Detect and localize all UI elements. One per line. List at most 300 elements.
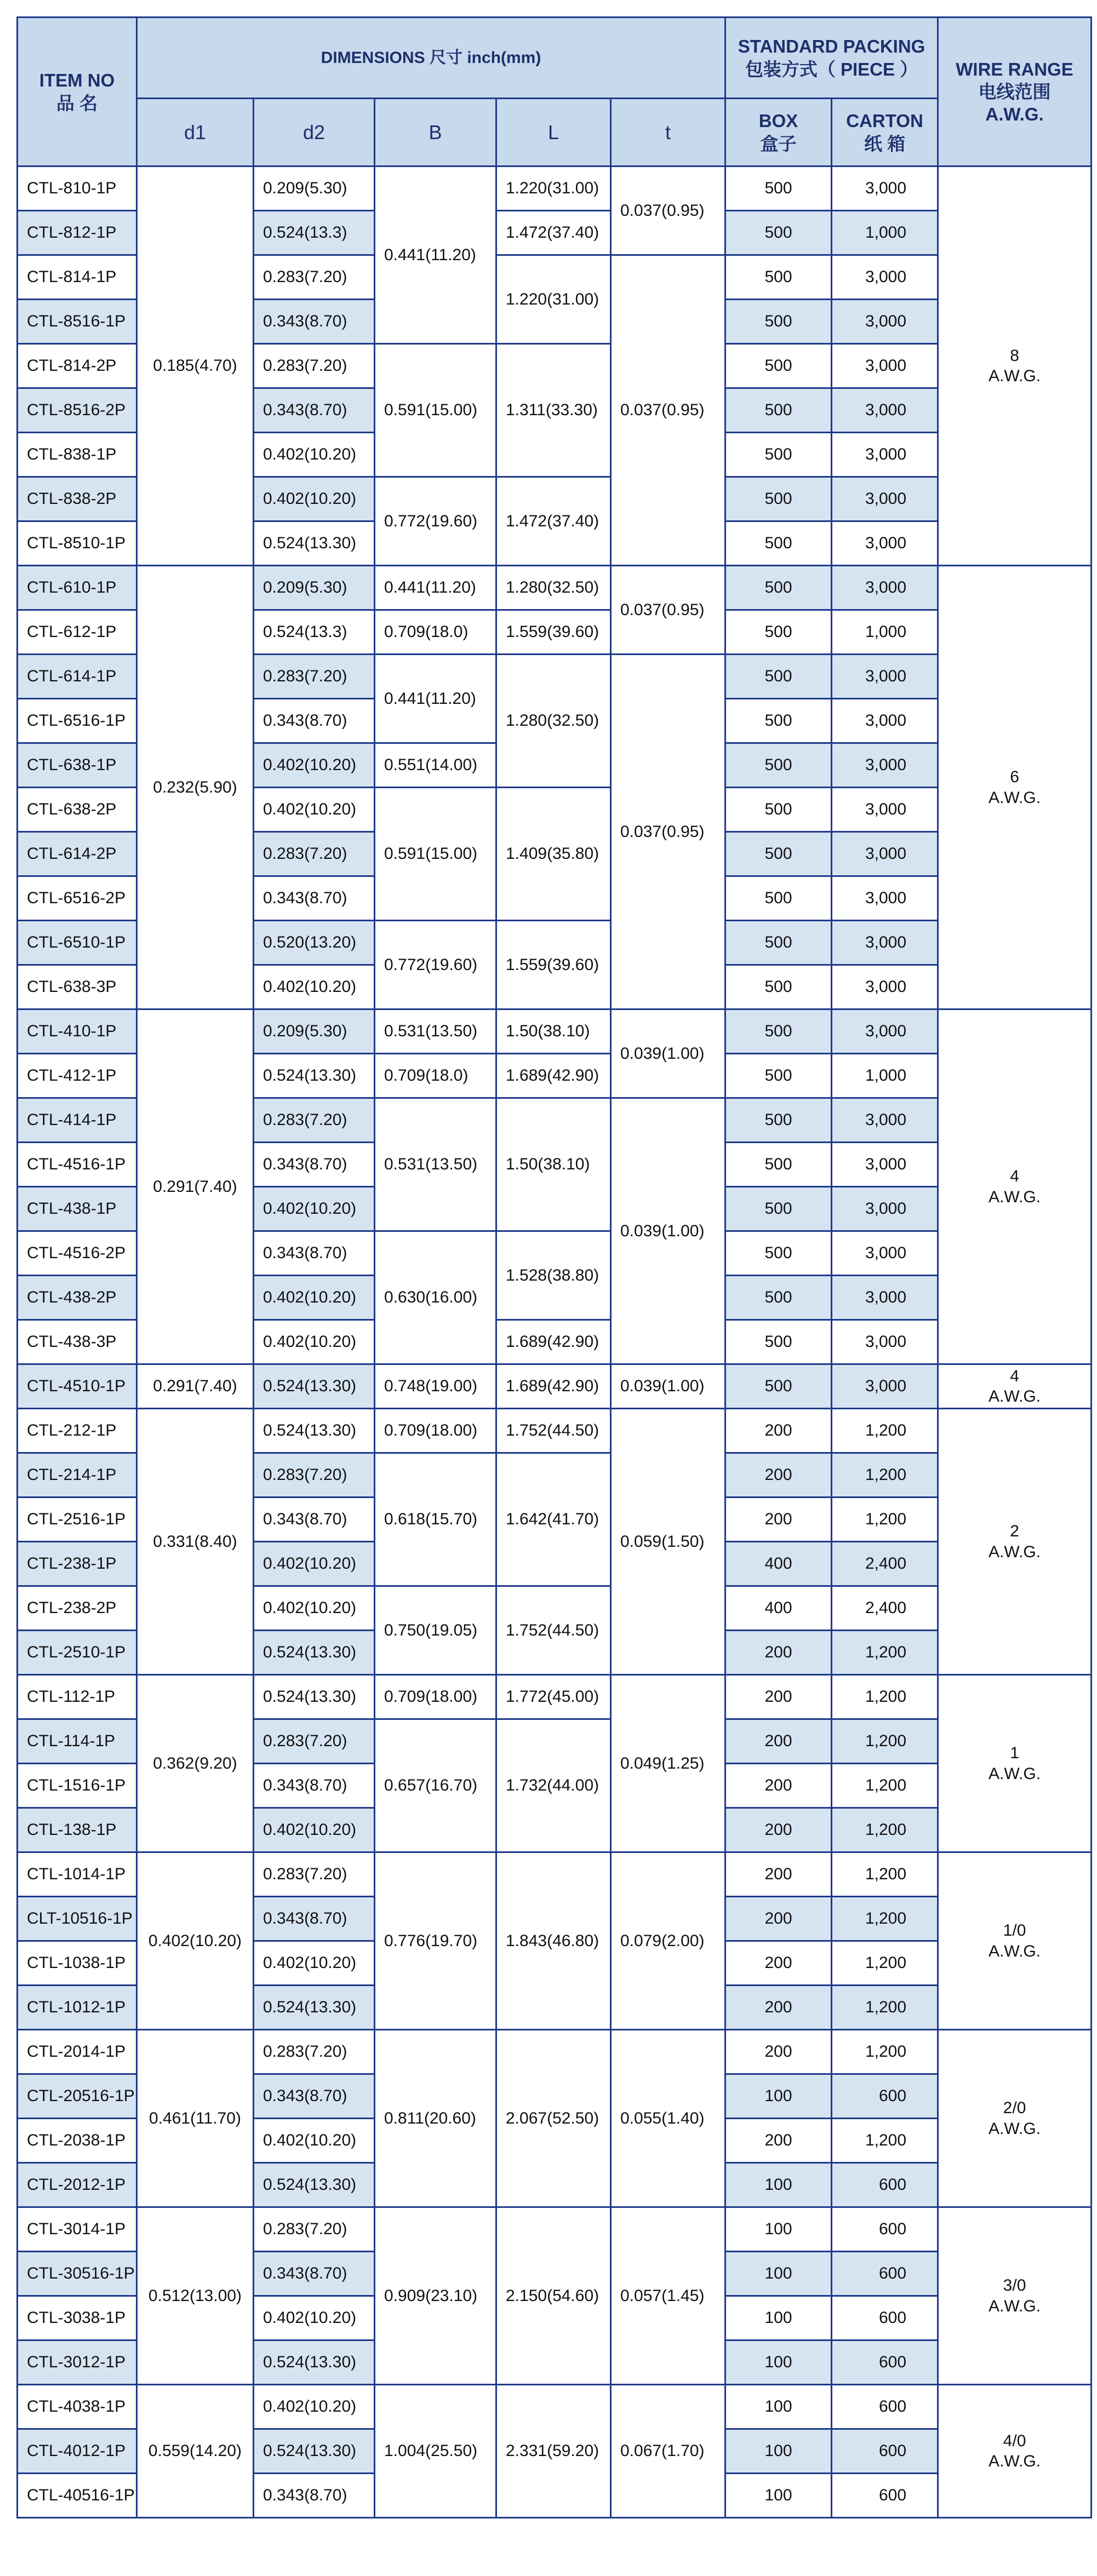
- wire-range-cell: [938, 1409, 1092, 1675]
- d2-cell: 0.524(13.30): [254, 2429, 375, 2474]
- item-no-cell: CTL-814-2P: [18, 344, 137, 388]
- t-cell: 0.039(1.00): [611, 1364, 725, 1409]
- l-cell: 1.409(35.80): [496, 788, 611, 921]
- d2-cell: 0.524(13.30): [254, 1986, 375, 2030]
- carton-cell: 3,000: [832, 1320, 938, 1364]
- wire-range-cell: [938, 566, 1092, 1009]
- carton-header: [832, 99, 938, 167]
- box-cell: 500: [725, 743, 832, 788]
- item-no-cell: CTL-812-1P: [18, 211, 137, 255]
- d2-cell: 0.283(7.20): [254, 255, 375, 300]
- carton-cell: 1,200: [832, 1719, 938, 1764]
- item-no-cell: CTL-4510-1P: [18, 1364, 137, 1409]
- carton-cell: 1,000: [832, 1054, 938, 1098]
- d2-cell: 0.402(10.20): [254, 1542, 375, 1586]
- d2-cell: 0.524(13.30): [254, 1631, 375, 1675]
- carton-cell: 3,000: [832, 1098, 938, 1143]
- table-row: [18, 1364, 1092, 1409]
- l-cell: 1.689(42.90): [496, 1364, 611, 1409]
- wire-range-cell: [938, 2385, 1092, 2518]
- d1-cell: 0.232(5.90): [137, 566, 254, 1009]
- b-cell: 0.441(11.20): [375, 655, 496, 743]
- d2-cell: 0.343(8.70): [254, 2074, 375, 2119]
- box-cell: 500: [725, 1320, 832, 1364]
- box-cell: 500: [725, 211, 832, 255]
- item-no-cell: CTL-8516-2P: [18, 388, 137, 433]
- l-cell: 1.50(38.10): [496, 1098, 611, 1231]
- box-cell: 200: [725, 1941, 832, 1986]
- item-no-cell: CTL-410-1P: [18, 1009, 137, 1054]
- item-no-cell: CTL-438-3P: [18, 1320, 137, 1364]
- t-cell: 0.037(0.95): [611, 566, 725, 655]
- t-cell: 0.037(0.95): [611, 655, 725, 1009]
- box-cell: 200: [725, 1409, 832, 1453]
- box-cell: 500: [725, 699, 832, 743]
- d2-cell: 0.402(10.20): [254, 743, 375, 788]
- box-cell: 100: [725, 2163, 832, 2207]
- box-cell: 100: [725, 2429, 832, 2474]
- carton-cell: 3,000: [832, 477, 938, 521]
- item-no-cell: CTL-614-1P: [18, 655, 137, 699]
- item-no-header: [18, 18, 137, 167]
- wire-unit: A.W.G.: [989, 788, 1041, 807]
- d2-cell: 0.524(13.30): [254, 2163, 375, 2207]
- standard-packing-header: [725, 18, 938, 99]
- item-no-cell: CTL-6516-1P: [18, 699, 137, 743]
- d2-cell: 0.343(8.70): [254, 1498, 375, 1542]
- carton-cell: 1,200: [832, 1409, 938, 1453]
- l-cell: 1.559(39.60): [496, 921, 611, 1009]
- carton-cell: 3,000: [832, 167, 938, 211]
- spec-table: [16, 16, 1092, 2518]
- wire-size: 4/0: [1003, 2431, 1026, 2450]
- d1-header: d1: [137, 99, 254, 167]
- standard-packing-label: STANDARD PACKING: [738, 36, 925, 57]
- d2-cell: 0.343(8.70): [254, 1231, 375, 1276]
- wire-range-cell: [938, 1009, 1092, 1364]
- wire-unit: A.W.G.: [989, 1387, 1041, 1405]
- item-no-cell: CTL-438-1P: [18, 1187, 137, 1231]
- box-cell: 200: [725, 2030, 832, 2074]
- carton-cell: 1,200: [832, 2030, 938, 2074]
- d2-cell: 0.209(5.30): [254, 566, 375, 610]
- d2-header: d2: [254, 99, 375, 167]
- box-header: [725, 99, 832, 167]
- carton-cell: 3,000: [832, 876, 938, 921]
- b-cell: 0.618(15.70): [375, 1453, 496, 1586]
- carton-cell: 3,000: [832, 1143, 938, 1187]
- item-no-cell: CTL-114-1P: [18, 1719, 137, 1764]
- d2-cell: 0.524(13.30): [254, 1409, 375, 1453]
- box-cell: 500: [725, 1009, 832, 1054]
- b-cell: 0.441(11.20): [375, 566, 496, 610]
- b-cell: 0.551(14.00): [375, 743, 496, 788]
- carton-cell: 600: [832, 2340, 938, 2385]
- item-no-cell: CTL-40516-1P: [18, 2474, 137, 2518]
- l-cell: 1.642(41.70): [496, 1453, 611, 1586]
- d2-cell: 0.209(5.30): [254, 167, 375, 211]
- d2-cell: 0.402(10.20): [254, 2119, 375, 2163]
- d2-cell: 0.524(13.3): [254, 610, 375, 655]
- table-row: [18, 566, 1092, 610]
- d1-cell: 0.559(14.20): [137, 2385, 254, 2518]
- carton-cell: 1,200: [832, 1941, 938, 1986]
- l-cell: 1.752(44.50): [496, 1586, 611, 1675]
- d1-cell: 0.291(7.40): [137, 1364, 254, 1409]
- d2-cell: 0.283(7.20): [254, 1098, 375, 1143]
- item-no-cell: CTL-138-1P: [18, 1808, 137, 1852]
- box-cell: 200: [725, 1852, 832, 1897]
- d1-cell: 0.185(4.70): [137, 167, 254, 566]
- box-cell: 400: [725, 1586, 832, 1631]
- item-no-cell: CTL-1038-1P: [18, 1941, 137, 1986]
- wire-size: 3/0: [1003, 2276, 1026, 2294]
- d2-cell: 0.402(10.20): [254, 1941, 375, 1986]
- b-cell: 0.441(11.20): [375, 167, 496, 344]
- carton-cell: 600: [832, 2163, 938, 2207]
- carton-label: CARTON: [846, 111, 923, 131]
- item-no-cell: CTL-3012-1P: [18, 2340, 137, 2385]
- item-no-cell: CTL-638-3P: [18, 965, 137, 1009]
- d1-cell: 0.331(8.40): [137, 1409, 254, 1675]
- d2-cell: 0.402(10.20): [254, 1276, 375, 1320]
- item-no-cell: CTL-2510-1P: [18, 1631, 137, 1675]
- item-no-cell: CTL-214-1P: [18, 1453, 137, 1498]
- table-row: [18, 2207, 1092, 2252]
- d2-cell: 0.402(10.20): [254, 788, 375, 832]
- carton-cell: 3,000: [832, 965, 938, 1009]
- carton-cell: 600: [832, 2252, 938, 2296]
- carton-cell: 1,200: [832, 1808, 938, 1852]
- d2-cell: 0.343(8.70): [254, 2252, 375, 2296]
- box-cell: 500: [725, 344, 832, 388]
- box-cell: 200: [725, 2119, 832, 2163]
- b-cell: 0.909(23.10): [375, 2207, 496, 2385]
- table-row: [18, 2030, 1092, 2074]
- carton-cell: 3,000: [832, 788, 938, 832]
- d2-cell: 0.283(7.20): [254, 2207, 375, 2252]
- item-no-cell: CTL-112-1P: [18, 1675, 137, 1719]
- box-cell: 200: [725, 1719, 832, 1764]
- l-cell: 1.752(44.50): [496, 1409, 611, 1453]
- wire-size: 4: [1010, 1367, 1019, 1385]
- box-cell: 500: [725, 876, 832, 921]
- l-cell: 1.528(38.80): [496, 1231, 611, 1320]
- d2-cell: 0.402(10.20): [254, 965, 375, 1009]
- d2-cell: 0.402(10.20): [254, 433, 375, 477]
- box-cell: 100: [725, 2385, 832, 2429]
- item-no-cell: CTL-638-1P: [18, 743, 137, 788]
- carton-cell: 600: [832, 2207, 938, 2252]
- item-no-cell: CTL-438-2P: [18, 1276, 137, 1320]
- b-cell: 0.591(15.00): [375, 344, 496, 477]
- carton-cell: 1,200: [832, 2119, 938, 2163]
- item-no-cell: CTL-20516-1P: [18, 2074, 137, 2119]
- carton-cell: 600: [832, 2296, 938, 2340]
- carton-cell: 1,200: [832, 1498, 938, 1542]
- wire-range-cell: [938, 1852, 1092, 2030]
- carton-cell: 600: [832, 2074, 938, 2119]
- wire-range-header: [938, 18, 1092, 167]
- l-cell: 1.472(37.40): [496, 477, 611, 566]
- t-cell: 0.039(1.00): [611, 1009, 725, 1098]
- wire-unit: A.W.G.: [989, 2452, 1041, 2470]
- carton-cell: 3,000: [832, 921, 938, 965]
- box-cell: 100: [725, 2474, 832, 2518]
- t-cell: 0.039(1.00): [611, 1098, 725, 1364]
- d2-cell: 0.343(8.70): [254, 1143, 375, 1187]
- d2-cell: 0.343(8.70): [254, 300, 375, 344]
- l-cell: 2.331(59.20): [496, 2385, 611, 2518]
- wire-range-cell: [938, 2030, 1092, 2207]
- d1-cell: 0.402(10.20): [137, 1852, 254, 2030]
- item-no-cell: CTL-810-1P: [18, 167, 137, 211]
- l-cell: 1.843(46.80): [496, 1852, 611, 2030]
- item-no-cell: CTL-6510-1P: [18, 921, 137, 965]
- wire-range-cell: [938, 1364, 1092, 1409]
- wire-size: 1/0: [1003, 1921, 1026, 1940]
- box-cell: 500: [725, 1276, 832, 1320]
- wire-size: 2: [1010, 1522, 1019, 1540]
- table-body: [18, 167, 1092, 2518]
- box-cell: 200: [725, 1498, 832, 1542]
- wire-unit: A.W.G.: [989, 2119, 1041, 2138]
- table-row: [18, 1409, 1092, 1453]
- box-cell: 200: [725, 1764, 832, 1808]
- d2-cell: 0.283(7.20): [254, 655, 375, 699]
- carton-cell: 3,000: [832, 743, 938, 788]
- table-row: [18, 2385, 1092, 2429]
- l-cell: 1.280(32.50): [496, 655, 611, 788]
- item-no-cell: CTL-8516-1P: [18, 300, 137, 344]
- b-cell: 0.776(19.70): [375, 1852, 496, 2030]
- carton-cell: 1,000: [832, 610, 938, 655]
- l-cell: 1.220(31.00): [496, 255, 611, 344]
- d2-cell: 0.402(10.20): [254, 477, 375, 521]
- item-no-cell: CTL-814-1P: [18, 255, 137, 300]
- carton-cell: 3,000: [832, 433, 938, 477]
- box-cell: 200: [725, 1808, 832, 1852]
- l-cell: 1.50(38.10): [496, 1009, 611, 1054]
- d2-cell: 0.343(8.70): [254, 1897, 375, 1941]
- box-cell: 500: [725, 788, 832, 832]
- t-cell: 0.055(1.40): [611, 2030, 725, 2207]
- d2-cell: 0.524(13.30): [254, 1675, 375, 1719]
- item-no-cell: CTL-1014-1P: [18, 1852, 137, 1897]
- wire-range-cn-label: 电线范围: [978, 81, 1051, 102]
- carton-cell: 3,000: [832, 832, 938, 876]
- item-no-cell: CTL-838-2P: [18, 477, 137, 521]
- t-header: t: [611, 99, 725, 167]
- d2-cell: 0.283(7.20): [254, 1852, 375, 1897]
- item-no-cell: CTL-612-1P: [18, 610, 137, 655]
- carton-cell: 3,000: [832, 655, 938, 699]
- d2-cell: 0.402(10.20): [254, 2296, 375, 2340]
- carton-cn-label: 纸 箱: [864, 133, 906, 154]
- item-no-cell: CTL-614-2P: [18, 832, 137, 876]
- l-cell: 1.559(39.60): [496, 610, 611, 655]
- d2-cell: 0.524(13.30): [254, 1364, 375, 1409]
- carton-cell: 3,000: [832, 521, 938, 566]
- d2-cell: 0.343(8.70): [254, 876, 375, 921]
- box-cell: 500: [725, 610, 832, 655]
- item-no-label: ITEM NO: [39, 70, 115, 91]
- d2-cell: 0.343(8.70): [254, 699, 375, 743]
- box-cell: 200: [725, 1986, 832, 2030]
- b-cell: 0.657(16.70): [375, 1719, 496, 1852]
- item-no-cell: CTL-4516-2P: [18, 1231, 137, 1276]
- carton-cell: 2,400: [832, 1542, 938, 1586]
- box-cell: 100: [725, 2340, 832, 2385]
- wire-range-label: WIRE RANGE: [956, 59, 1073, 79]
- d2-cell: 0.343(8.70): [254, 388, 375, 433]
- d2-cell: 0.402(10.20): [254, 1586, 375, 1631]
- d2-cell: 0.283(7.20): [254, 1719, 375, 1764]
- t-cell: 0.079(2.00): [611, 1852, 725, 2030]
- l-cell: 1.311(33.30): [496, 344, 611, 477]
- item-no-cell: CTL-3038-1P: [18, 2296, 137, 2340]
- table-row: [18, 167, 1092, 211]
- wire-range-cell: [938, 1675, 1092, 1852]
- d2-cell: 0.283(7.20): [254, 832, 375, 876]
- box-cell: 500: [725, 255, 832, 300]
- b-cell: 0.709(18.00): [375, 1675, 496, 1719]
- box-cell: 500: [725, 655, 832, 699]
- box-cell: 500: [725, 1098, 832, 1143]
- item-no-cell: CTL-212-1P: [18, 1409, 137, 1453]
- wire-unit: A.W.G.: [989, 1942, 1041, 1960]
- item-no-cell: CTL-238-2P: [18, 1586, 137, 1631]
- box-cell: 100: [725, 2074, 832, 2119]
- d2-cell: 0.343(8.70): [254, 1764, 375, 1808]
- carton-cell: 3,000: [832, 255, 938, 300]
- l-cell: 1.689(42.90): [496, 1054, 611, 1098]
- box-cell: 500: [725, 167, 832, 211]
- box-cell: 400: [725, 1542, 832, 1586]
- carton-cell: 600: [832, 2429, 938, 2474]
- b-header: B: [375, 99, 496, 167]
- wire-range-unit-label: A.W.G.: [985, 104, 1044, 125]
- item-no-cell: CTL-638-2P: [18, 788, 137, 832]
- wire-range-cell: [938, 2207, 1092, 2385]
- carton-cell: 3,000: [832, 344, 938, 388]
- d2-cell: 0.524(13.3): [254, 211, 375, 255]
- item-no-cell: CLT-10516-1P: [18, 1897, 137, 1941]
- box-cell: 200: [725, 1675, 832, 1719]
- carton-cell: 3,000: [832, 300, 938, 344]
- b-cell: 0.630(16.00): [375, 1231, 496, 1364]
- item-no-cell: CTL-2014-1P: [18, 2030, 137, 2074]
- carton-cell: 3,000: [832, 1231, 938, 1276]
- wire-size: 2/0: [1003, 2099, 1026, 2117]
- b-cell: 0.750(19.05): [375, 1586, 496, 1675]
- box-cell: 500: [725, 433, 832, 477]
- carton-cell: 600: [832, 2385, 938, 2429]
- box-cell: 500: [725, 477, 832, 521]
- box-cell: 500: [725, 300, 832, 344]
- wire-unit: A.W.G.: [989, 1764, 1041, 1783]
- item-no-cell: CTL-2516-1P: [18, 1498, 137, 1542]
- b-cell: 0.772(19.60): [375, 477, 496, 566]
- b-cell: 0.772(19.60): [375, 921, 496, 1009]
- b-cell: 0.748(19.00): [375, 1364, 496, 1409]
- box-cell: 100: [725, 2296, 832, 2340]
- carton-cell: 3,000: [832, 388, 938, 433]
- item-no-cell: CTL-3014-1P: [18, 2207, 137, 2252]
- carton-cell: 1,200: [832, 1897, 938, 1941]
- item-no-cell: CTL-1012-1P: [18, 1986, 137, 2030]
- d2-cell: 0.283(7.20): [254, 2030, 375, 2074]
- box-cell: 500: [725, 521, 832, 566]
- d2-cell: 0.520(13.20): [254, 921, 375, 965]
- b-cell: 1.004(25.50): [375, 2385, 496, 2518]
- box-cell: 500: [725, 921, 832, 965]
- carton-cell: 1,000: [832, 211, 938, 255]
- carton-cell: 2,400: [832, 1586, 938, 1631]
- carton-cell: 3,000: [832, 1009, 938, 1054]
- d2-cell: 0.209(5.30): [254, 1009, 375, 1054]
- wire-unit: A.W.G.: [989, 2297, 1041, 2315]
- carton-cell: 1,200: [832, 1852, 938, 1897]
- d2-cell: 0.402(10.20): [254, 1808, 375, 1852]
- carton-cell: 3,000: [832, 1187, 938, 1231]
- d2-cell: 0.524(13.30): [254, 2340, 375, 2385]
- b-cell: 0.591(15.00): [375, 788, 496, 921]
- carton-cell: 3,000: [832, 566, 938, 610]
- wire-range-cell: [938, 167, 1092, 566]
- t-cell: 0.059(1.50): [611, 1409, 725, 1675]
- l-cell: 1.472(37.40): [496, 211, 611, 255]
- box-cell: 500: [725, 1054, 832, 1098]
- wire-size: 1: [1010, 1744, 1019, 1762]
- box-cn-label: 盒子: [760, 133, 797, 154]
- b-cell: 0.811(20.60): [375, 2030, 496, 2207]
- box-cell: 200: [725, 1631, 832, 1675]
- item-no-cn-label: 品 名: [56, 93, 98, 113]
- wire-unit: A.W.G.: [989, 367, 1041, 385]
- t-cell: 0.057(1.45): [611, 2207, 725, 2385]
- carton-cell: 1,200: [832, 1631, 938, 1675]
- box-cell: 500: [725, 388, 832, 433]
- carton-cell: 1,200: [832, 1764, 938, 1808]
- carton-cell: 1,200: [832, 1453, 938, 1498]
- d1-cell: 0.512(13.00): [137, 2207, 254, 2385]
- carton-cell: 3,000: [832, 1364, 938, 1409]
- carton-cell: 3,000: [832, 1276, 938, 1320]
- l-cell: 1.772(45.00): [496, 1675, 611, 1719]
- box-cell: 500: [725, 1187, 832, 1231]
- d2-cell: 0.402(10.20): [254, 1320, 375, 1364]
- item-no-cell: CTL-6516-2P: [18, 876, 137, 921]
- b-cell: 0.531(13.50): [375, 1009, 496, 1054]
- b-cell: 0.709(18.0): [375, 1054, 496, 1098]
- l-cell: 1.732(44.00): [496, 1719, 611, 1852]
- l-cell: 1.220(31.00): [496, 167, 611, 211]
- d2-cell: 0.402(10.20): [254, 2385, 375, 2429]
- item-no-cell: CTL-238-1P: [18, 1542, 137, 1586]
- wire-unit: A.W.G.: [989, 1542, 1041, 1561]
- carton-cell: 600: [832, 2474, 938, 2518]
- carton-cell: 3,000: [832, 699, 938, 743]
- l-cell: 1.280(32.50): [496, 566, 611, 610]
- item-no-cell: CTL-4012-1P: [18, 2429, 137, 2474]
- item-no-cell: CTL-4516-1P: [18, 1143, 137, 1187]
- l-cell: 2.067(52.50): [496, 2030, 611, 2207]
- t-cell: 0.037(0.95): [611, 167, 725, 255]
- t-cell: 0.067(1.70): [611, 2385, 725, 2518]
- wire-unit: A.W.G.: [989, 1187, 1041, 1206]
- box-cell: 200: [725, 1453, 832, 1498]
